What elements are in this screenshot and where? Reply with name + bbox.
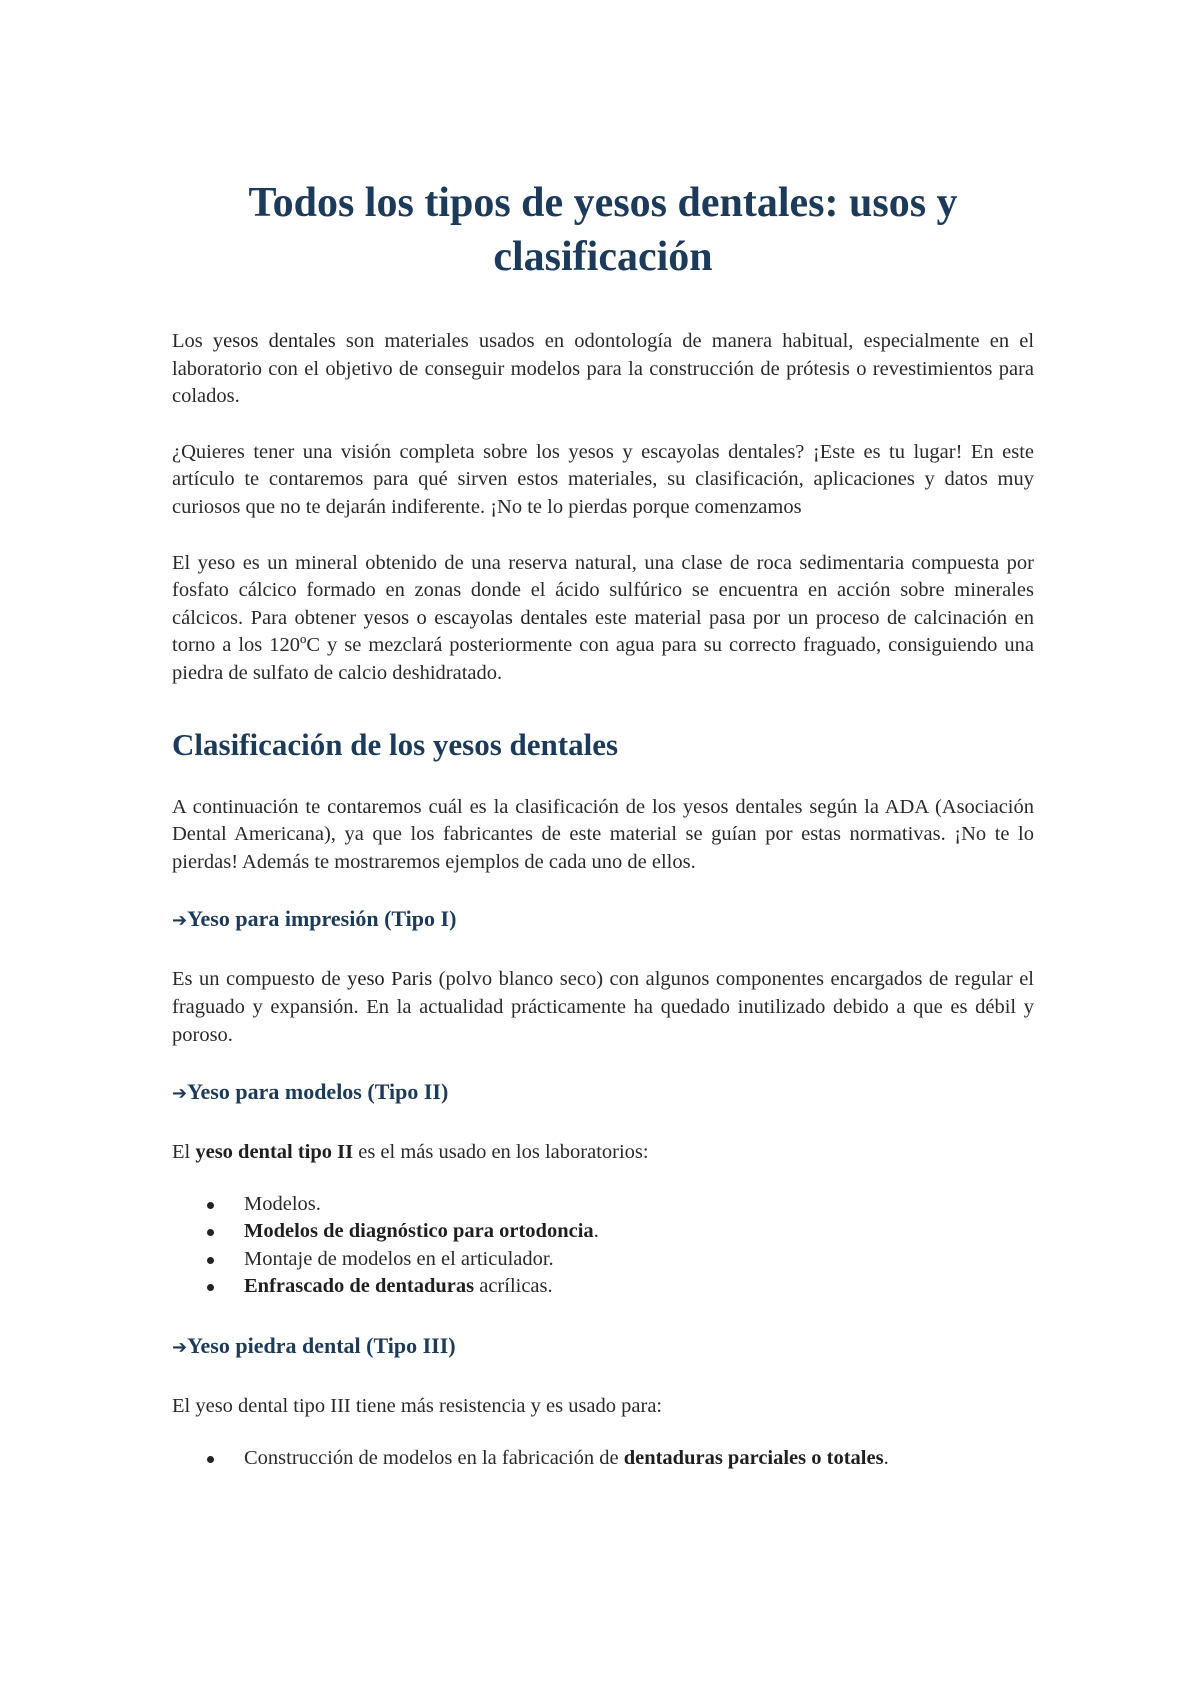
classification-heading: Clasificación de los yesos dentales bbox=[172, 726, 619, 762]
yesos-escayolas-link[interactable]: yesos o escayolas dentales bbox=[363, 606, 588, 629]
list-item-text: Modelos. bbox=[244, 1192, 321, 1215]
list-item bbox=[244, 1445, 1034, 1473]
type1-heading bbox=[172, 904, 1034, 936]
type3-paragraph: El yeso dental tipo III tiene más resistencia y es usado para: bbox=[172, 1395, 663, 1418]
list-item-bold: Enfrascado de dentaduras bbox=[244, 1275, 475, 1298]
mineral-text-end: este material pasa por un proceso de calcinación en torno a los 120ºC y se mezclará posteriormente con agua para su correcto fraguado, consiguiendo una piedra de sulfato de calcio deshidratado. bbox=[172, 606, 1034, 684]
type1-text-end: (polvo blanco seco) con algunos componentes encargados de regular el fraguado y expansión. En la actualidad prácticamente ha quedado inutilizado debido a que es débil y poroso. bbox=[172, 968, 1034, 1046]
list-item-text: . bbox=[593, 1220, 599, 1243]
list-item bbox=[244, 1218, 1034, 1246]
yesos-dentales-link[interactable]: yesos dentales bbox=[212, 330, 336, 352]
document-title: Todos los tipos de yesos dentales: usos y clasificación bbox=[248, 180, 958, 280]
intro-paragraph-2: ¿Quieres tener una visión completa sobre los yesos y escayolas dentales? ¡Este es tu lugar! En este artículo te contaremos para qué sirven estos materiales, su clasificación, aplicaciones y datos muy curiosos que no te dejarán indiferente. ¡No te lo pierdas porque comenzamos bbox=[172, 440, 1034, 518]
arrow-right-icon: ➔ bbox=[172, 910, 188, 932]
type2-bold-text: yeso dental tipo II bbox=[195, 1141, 354, 1164]
type2-text-end: es el más usado en los laboratorios: bbox=[353, 1141, 649, 1164]
type2-heading bbox=[172, 1077, 1034, 1109]
intro-paragraph-3 bbox=[172, 550, 1034, 688]
type2-paragraph bbox=[172, 1139, 1034, 1167]
intro-paragraph-1 bbox=[172, 328, 1034, 411]
arrow-right-icon: ➔ bbox=[172, 1337, 188, 1359]
bullet-icon bbox=[207, 1229, 214, 1236]
list-item-bold: dentaduras parciales o totales bbox=[623, 1446, 884, 1469]
yeso-paris-link[interactable]: yeso Paris bbox=[347, 968, 433, 991]
type3-uses-list bbox=[172, 1445, 1034, 1473]
list-item bbox=[244, 1273, 1034, 1301]
list-item-text: Montaje de modelos en el articulador. bbox=[244, 1247, 554, 1270]
type1-heading-text: Yeso para impresión (Tipo I) bbox=[187, 906, 457, 932]
bullet-icon bbox=[207, 1284, 214, 1291]
list-item bbox=[244, 1246, 1034, 1274]
type3-heading-text: Yeso piedra dental (Tipo III) bbox=[187, 1333, 456, 1359]
bullet-icon bbox=[207, 1456, 214, 1463]
type1-text-start: Es un compuesto de bbox=[172, 968, 348, 991]
list-item-text-end: . bbox=[883, 1446, 889, 1469]
intro-text-start: Los bbox=[172, 330, 213, 352]
arrow-right-icon: ➔ bbox=[172, 1083, 188, 1105]
classification-paragraph: A continuación te contaremos cuál es la clasificación de los yesos dentales según la ADA (Asociación Dental Americana), ya que los fabricantes de este material se guían por estas normativas. ¡No te lo pierdas! Además te mostraremos ejemplos de cada uno de ellos. bbox=[172, 795, 1034, 873]
document-page bbox=[172, 176, 1034, 1502]
type2-text-start: El bbox=[172, 1141, 196, 1164]
bullet-icon bbox=[207, 1202, 214, 1209]
list-item-text: Construcción de modelos en la fabricación de bbox=[244, 1446, 624, 1469]
type2-uses-list bbox=[172, 1191, 1034, 1301]
list-item bbox=[244, 1191, 1034, 1219]
type3-heading bbox=[172, 1331, 1034, 1363]
list-item-bold: Modelos de diagnóstico para ortodoncia bbox=[244, 1220, 594, 1243]
list-item-text: acrílicas. bbox=[474, 1275, 553, 1298]
mineral-text-start: El yeso es un mineral obtenido de una reserva natural, una clase de roca sedimentaria compuesta por fosfato cálcico formado en zonas donde el ácido sulfúrico se encuentra en acción sobre minerales cálcicos. Para obtener bbox=[172, 551, 1034, 629]
type1-paragraph bbox=[172, 966, 1034, 1049]
intro-text-end: son materiales usados en odontología de manera habitual, especialmente en el laboratorio con el objetivo de conseguir modelos para la construcción de prótesis o revestimientos para colados. bbox=[172, 330, 1035, 408]
bullet-icon bbox=[207, 1257, 214, 1264]
type2-heading-text: Yeso para modelos (Tipo II) bbox=[187, 1079, 449, 1105]
